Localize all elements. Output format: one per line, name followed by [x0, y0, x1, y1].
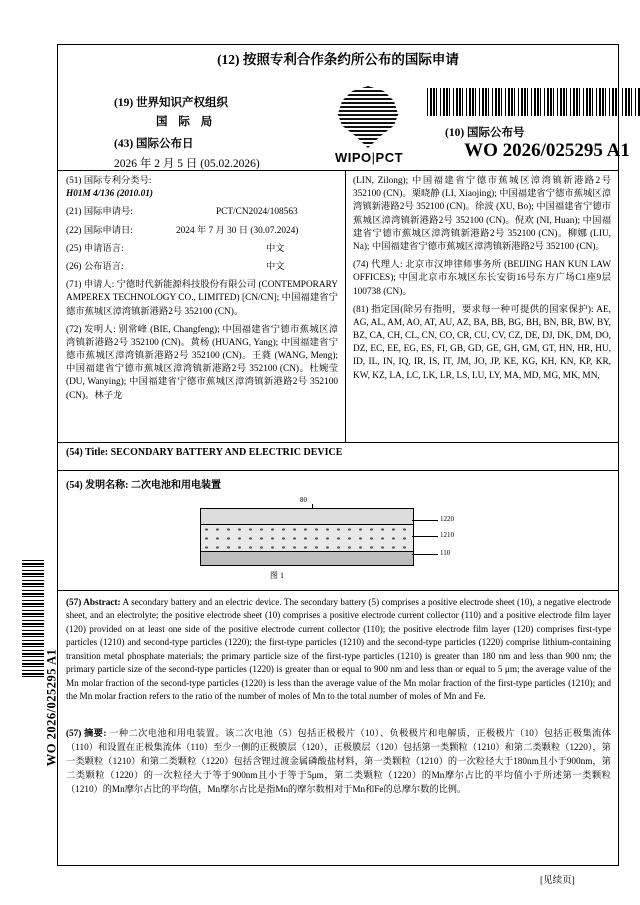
figure-particle-dots: [201, 525, 413, 551]
field-ipc: [66, 175, 338, 201]
field-ipc-value: H01M 4/136 (2010.01): [66, 189, 154, 200]
title-english: [66, 447, 342, 458]
field-agent-label: (74) 代理人:: [353, 260, 403, 271]
figure-band-top: [201, 509, 413, 524]
field-filing-language-label: (25) 申请语言:: [66, 243, 124, 254]
field-filing-date-value: 2024 年 7 月 30 日 (30.07.2024): [176, 225, 299, 236]
abstract-english-text: A secondary battery and an electric device. The secondary battery (5) comprises a positive electrode sheet (10), a negative electrode sheet, and an electrolyte; the positive electrode sheet (10) comprises a positive electrode current collector (110) and a positive electrode film layer (120) provided on at least one side of the positive electrode current collector (110); the positive electrode film layer (120) comprises first-type particles (1210) and second-type particles (1220); the first-type particles (1210) and the second-type particles (1220) comprise lithium-containing transition metal phosphate materials; the primary particle size of the first-type particles (1210) is greater than 180 nm and less than 900 nm; the primary particle size of the second-type particles (1220) is greater than or equal to 900 nm and less than or equal to 5 μm; the average value of the Mn molar fraction of the second-type particles (1220) is less than the average value of the Mn molar fraction of the first-type particles (1210); and the Mn molar fraction refers to the ratio of the number of moles of Mn to the total number of moles of Mn and Fe.: [66, 597, 612, 701]
field-designated-states-value: AE, AG, AL, AM, AO, AT, AU, AZ, BA, BB, BG, BH, BN, BR, BW, BY, BZ, CA, CH, CL, CN, CO, CR, CU, CV, CZ, DE, DJ, DK, DM, DO, DZ, EC, EE, EG, ES, FI, GB, GD, GE, GH, GM, GT, HN, HR, HU, ID, IL, IN, IQ, IR, IS, IT, JM, JO, JP, KE, KG, KH, KN, KP, KR, KW, KZ, LA, LC, LK, LR, LS, LU, LY, MA, MD, MG, MK, MN,: [353, 304, 611, 381]
figure-tag-110: 110: [440, 549, 451, 557]
figure-tag-1210: 1210: [440, 531, 454, 539]
pct-logo-word: PCT: [375, 150, 404, 165]
divider-title-top: [57, 442, 619, 443]
publication-kind-line: (12) 按照专利合作条约所公布的国际申请: [217, 52, 459, 67]
field-publication-language: [66, 261, 338, 274]
wipo-logo-word: WIPO: [334, 150, 372, 165]
field-designated-states: [353, 304, 611, 383]
figure-leader-1210: [412, 536, 438, 537]
figure-tag-1220: 1220: [440, 515, 454, 523]
field-inventors-value: 别常峰 (BIE, Changfeng); 中国福建省宁德市蕉城区漳湾镇新港路2号 352100 (CN)。黄杨 (HUANG, Yang); 中国福建省宁德市蕉城区漳湾镇新港路2号 352100 (CN)。王蕤 (WANG, Meng); 中国福建省宁德市蕉城区漳湾镇新港路2号 352100 (CN)。杜婉莹 (DU, Wanying); 中国福建省宁德市蕉城区漳湾镇新港路2号 352100 (CN)。林子龙: [66, 324, 339, 401]
abstract-chinese-label: (57) 摘要:: [66, 728, 107, 738]
field-filing-language-value: 中文: [266, 243, 285, 254]
header-block: [57, 80, 630, 170]
field-filing-date: [66, 225, 338, 238]
publication-number-label: (10) 国际公布号: [445, 127, 525, 139]
publication-number-value: WO 2026/025295 A1: [464, 140, 630, 161]
publication-date-value: 2026 年 2 月 5 日 (05.02.2026): [114, 158, 260, 170]
wipo-logo: [314, 86, 424, 172]
figure-leader-110: [412, 554, 438, 555]
bibliographic-left-column: [66, 175, 338, 408]
field-publication-language-value: 中文: [266, 261, 285, 272]
publication-date-label: (43) 国际公布日: [114, 138, 194, 150]
title-english-label: (54) Title:: [66, 447, 109, 458]
field-designated-states-label: (81) 指定国(除另有指明，要求每一种可提供的国家保护):: [353, 304, 594, 315]
title-chinese-label: (54) 发明名称:: [66, 480, 129, 491]
spine-barcode: [22, 560, 44, 680]
field-applicant: [66, 279, 338, 319]
figure-1: [140, 496, 470, 588]
field-application-number-label: (21) 国际申请号:: [66, 207, 133, 218]
field-filing-date-label: (22) 国际申请日:: [66, 225, 133, 236]
publication-barcode: [427, 88, 640, 116]
figure-caption: 图 1: [270, 571, 284, 580]
field-applicant-label: (71) 申请人:: [66, 280, 115, 291]
field-inventors-continued: (LIN, Zilong); 中国福建省宁德市蕉城区漳湾镇新港路2号 352100 (CN)。栗晓静 (LI, Xiaojing); 中国福建省宁德市蕉城区漳湾镇新港路2号 352100 (CN)。徐波 (XU, Bo); 中国福建省宁德市蕉城区漳湾镇新港路2号 352100 (CN)。倪欢 (NI, Huan); 中国福建省宁德市蕉城区漳湾镇新港路2号 352100 (CN)。柳娜 (LIU, Na); 中国福建省宁德市蕉城区漳湾镇新港路2号 352100 (CN)。: [353, 176, 611, 252]
spine-publication-number: WO 2026/025295 A1: [44, 648, 59, 767]
wipo-logo-text: [314, 150, 424, 165]
figure-divider-upper: [201, 524, 413, 525]
divider-top: [57, 170, 619, 171]
abstract-english-label: (57) Abstract:: [66, 597, 121, 607]
divider-vertical: [345, 170, 346, 442]
abstract-chinese: [66, 727, 611, 797]
field-publication-language-label: (26) 公布语言:: [66, 261, 124, 272]
field-agent-value: 北京市汉坤律师事务所 (BEIJING HAN KUN LAW OFFICES); 中国北京市东城区东长安街16号东方广场C1座9层 100738 (CN)。: [353, 260, 611, 297]
bibliographic-right-column: [353, 175, 611, 388]
international-bureau-line: 国 际 局: [156, 116, 217, 128]
figure-divider-lower: [201, 551, 413, 552]
field-inventors: [66, 324, 338, 403]
figure-leader-1220: [412, 520, 438, 521]
title-chinese-value: 二次电池和用电装置: [131, 480, 221, 491]
field-filing-language: [66, 243, 338, 256]
figure-label-80: 80: [300, 496, 307, 504]
figure-band-bottom: [201, 551, 413, 565]
figure-electrode-stack: [200, 508, 414, 566]
abstract-english: [66, 596, 611, 703]
field-application-number: [66, 206, 338, 219]
divider-abstract: [57, 590, 619, 591]
divider-title-bottom: [57, 470, 619, 471]
continued-note: [见续页]: [540, 876, 575, 886]
wipo-logo-separator: |: [371, 150, 376, 165]
field-ipc-label: (51) 国际专利分类号:: [66, 176, 152, 186]
field-applicant-value: 宁德时代新能源科技股份有限公司 (CONTEMPORARY AMPEREX TECHNOLOGY CO., LIMITED) [CN/CN]; 中国福建省宁德市蕉城区漳湾镇新港路2号 352100 (CN)。: [66, 280, 338, 317]
wipo-globe-icon: [332, 86, 404, 148]
title-english-value: SECONDARY BATTERY AND ELECTRIC DEVICE: [110, 447, 343, 458]
abstract-chinese-text: 一种二次电池和用电装置。该二次电池（5）包括正极极片（10）、负极极片和电解质，正极极片（10）包括正极集流体（110）和设置在正极集流体（110）至少一侧的正极膜层（120），正极膜层（120）包括第一类颗粒（1210）和第二类颗粒（1220），第一类颗粒（1210）和第二类颗粒（1220）包括含锂过渡金属磷酸盐材料，第一类颗粒（1210）的一次粒径大于180nm且小于900nm，第二类颗粒（1220）的一次粒径大于等于900nm且小于等于5μm，第二类颗粒（1220）的Mn摩尔占比的平均值小于所述第一类颗粒（1210）的Mn摩尔占比的平均值，Mn摩尔占比是指Mn的摩尔数相对于Mn和Fe的总摩尔数的比例。: [66, 728, 612, 794]
field-inventors-label: (72) 发明人:: [66, 324, 116, 335]
field-agent: [353, 259, 611, 299]
wipo-org-line: (19) 世界知识产权组织: [114, 97, 229, 109]
field-application-number-value: PCT/CN2024/108563: [216, 207, 298, 218]
title-chinese: [66, 476, 221, 491]
